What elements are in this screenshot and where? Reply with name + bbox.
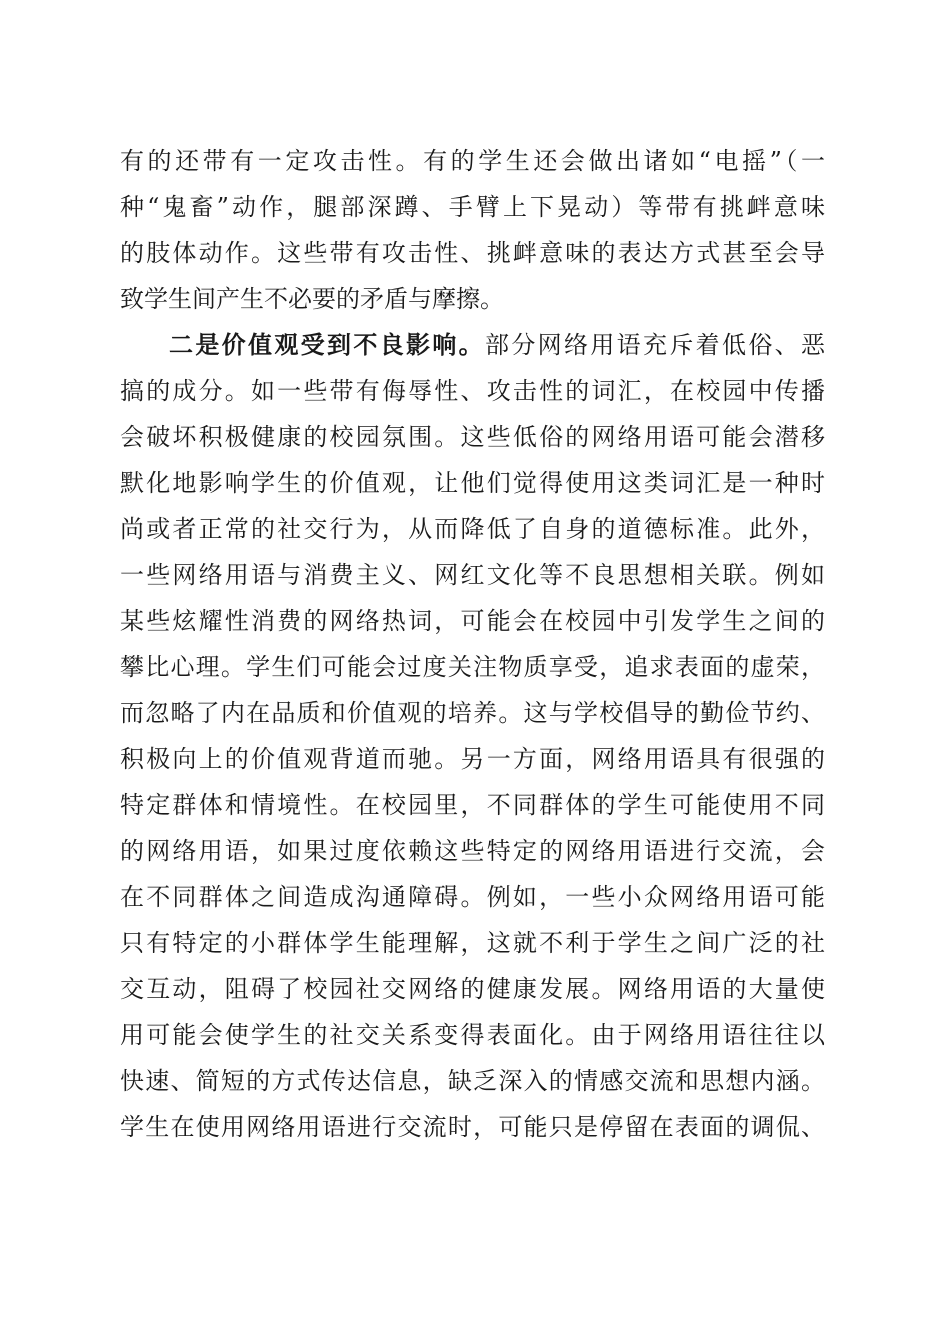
paragraph-1 [120, 138, 825, 322]
text-line: 默化地影响学生的价值观，让他们觉得使用这类词汇是一种时 [120, 469, 825, 497]
text-line: 尚或者正常的社交行为，从而降低了自身的道德标准。此外， [120, 515, 825, 543]
text-line: 只有特定的小群体学生能理解，这就不利于学生之间广泛的社 [120, 929, 825, 957]
text-line: 种“鬼畜”动作，腿部深蹲、手臂上下晃动）等带有挑衅意味 [120, 193, 825, 221]
document-page [120, 138, 825, 1150]
text-line: 学生在使用网络用语进行交流时，可能只是停留在表面的调侃、 [120, 1113, 825, 1141]
text-line: 交互动，阻碍了校园社交网络的健康发展。网络用语的大量使 [120, 975, 825, 1003]
text-line: 会破坏积极健康的校园氛围。这些低俗的网络用语可能会潜移 [120, 423, 825, 451]
paragraph-first-line [120, 322, 825, 368]
paragraph-heading: 二是价值观受到不良影响。 [169, 330, 485, 359]
text-line: 而忽略了内在品质和价值观的培养。这与学校倡导的勤俭节约、 [120, 699, 825, 727]
text-line: 在不同群体之间造成沟通障碍。例如，一些小众网络用语可能 [120, 883, 825, 911]
text-line: 致学生间产生不必要的矛盾与摩擦。 [120, 285, 504, 313]
text-line: 特定群体和情境性。在校园里，不同群体的学生可能使用不同 [120, 791, 825, 819]
text-line: 搞的成分。如一些带有侮辱性、攻击性的词汇，在校园中传播 [120, 377, 825, 405]
text-line: 的肢体动作。这些带有攻击性、挑衅意味的表达方式甚至会导 [120, 239, 825, 267]
text-line: 用可能会使学生的社交关系变得表面化。由于网络用语往往以 [120, 1021, 825, 1049]
text-line: 一些网络用语与消费主义、网红文化等不良思想相关联。例如 [120, 561, 825, 589]
text-line: 有的还带有一定攻击性。有的学生还会做出诸如“电摇”（一 [120, 147, 825, 175]
text-line: 某些炫耀性消费的网络热词，可能会在校园中引发学生之间的 [120, 607, 825, 635]
paragraph-2 [120, 322, 825, 1150]
text-line: 的网络用语，如果过度依赖这些特定的网络用语进行交流，会 [120, 837, 825, 865]
text-line: 攀比心理。学生们可能会过度关注物质享受，追求表面的虚荣， [120, 653, 825, 681]
paragraph-first-line-text: 部分网络用语充斥着低俗、恶 [485, 331, 825, 359]
text-line: 快速、简短的方式传达信息，缺乏深入的情感交流和思想内涵。 [120, 1067, 825, 1095]
text-line: 积极向上的价值观背道而驰。另一方面，网络用语具有很强的 [120, 745, 825, 773]
